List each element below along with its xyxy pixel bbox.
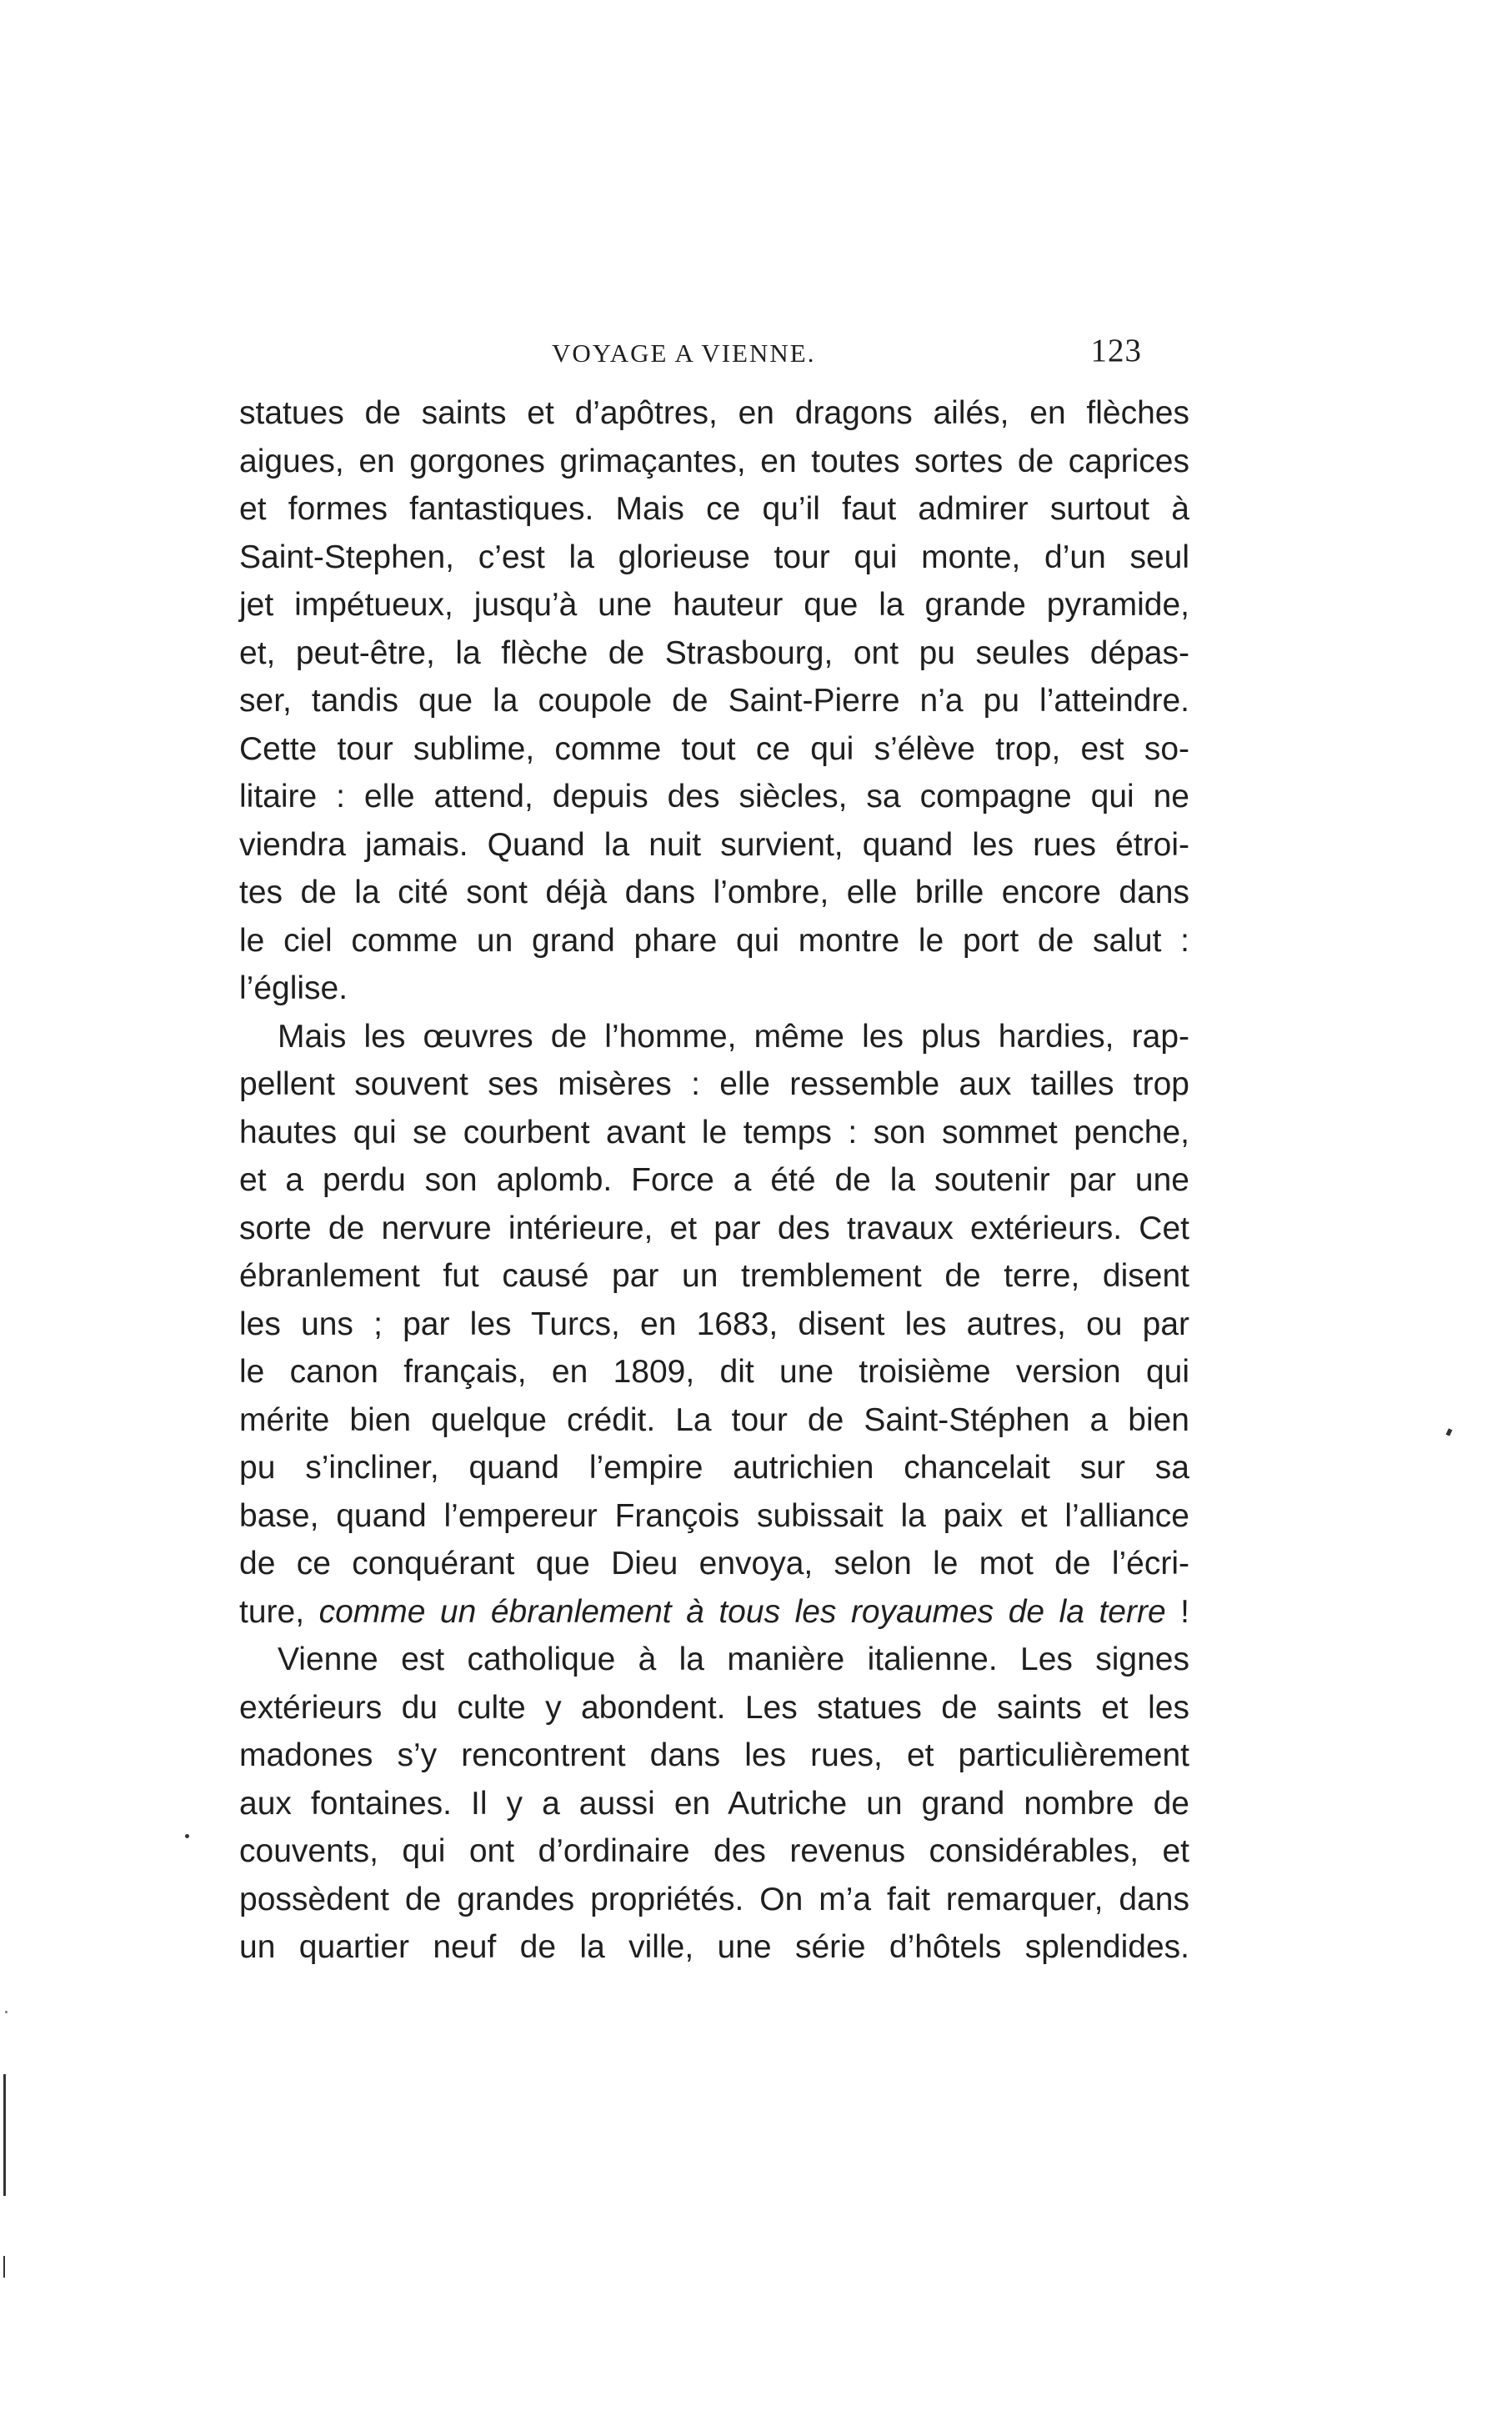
running-title: VOYAGE A VIENNE. <box>552 338 816 368</box>
text-line: Saint-Stephen, c’est la glorieuse tour qui monte, d’un seul <box>239 539 1189 575</box>
text-line: et, peut-être, la flèche de Strasbourg, ont pu seules dépas- <box>239 634 1189 671</box>
quote-suffix: ! <box>1165 1593 1190 1630</box>
text-line: litaire : elle attend, depuis des siècles, sa compagne qui ne <box>239 779 1189 815</box>
scan-edge-line <box>3 2074 6 2196</box>
text-line: statues de saints et d’apôtres, en dragons ailés, en flèches <box>239 395 1189 431</box>
scan-speck <box>5 2011 8 2013</box>
running-head <box>242 332 1175 382</box>
page-number: 123 <box>1090 333 1142 368</box>
text-line: le ciel comme un grand phare qui montre le port de salut : <box>239 922 1189 959</box>
text-line: de ce conquérant que Dieu envoya, selon le mot de l’écri- <box>239 1546 1189 1581</box>
text-line: ser, tandis que la coupole de Saint-Pierre n’a pu l’atteindre. <box>239 683 1189 719</box>
text-line: possèdent de grandes propriétés. On m’a fait remarquer, dans <box>239 1881 1189 1917</box>
paragraph-start-line: Vienne est catholique à la manière italienne. Les signes <box>278 1642 1189 1677</box>
text-line: pu s’incliner, quand l’empire autrichien chancelait sur sa <box>239 1450 1189 1486</box>
quote-italic: comme un ébranlement à tous les royaumes de la terre <box>318 1593 1166 1630</box>
text-line: madones s’y rencontrent dans les rues, et particulièrement <box>239 1737 1189 1773</box>
text-line: sorte de nervure intérieure, et par des travaux extérieurs. Cet <box>239 1210 1189 1246</box>
text-line: jet impétueux, jusqu’à une hauteur que la grande pyramide, <box>239 587 1189 623</box>
text-line: un quartier neuf de la ville, une série d’hôtels splendides. <box>239 1929 1189 1965</box>
text-line: base, quand l’empereur François subissait la paix et l’alliance <box>239 1497 1189 1534</box>
text-line: et formes fantastiques. Mais ce qu’il faut admirer surtout à <box>239 491 1189 527</box>
text-line: couvents, qui ont d’ordinaire des revenus considérables, et <box>239 1833 1189 1869</box>
italic-quote-line <box>239 1588 1189 1637</box>
text-line: mérite bien quelque crédit. La tour de Saint-Stéphen a bien <box>239 1401 1189 1438</box>
text-line: Cette tour sublime, comme tout ce qui s’élève trop, est so- <box>239 730 1189 767</box>
text-line: hautes qui se courbent avant le temps : son sommet penche, <box>239 1114 1189 1150</box>
quote-prefix: ture, <box>239 1593 319 1630</box>
margin-speck <box>185 1834 189 1838</box>
body-text <box>239 389 1189 1972</box>
text-line: extérieurs du culte y abondent. Les statues de saints et les <box>239 1689 1189 1726</box>
text-line: le canon français, en 1809, dit une troisième version qui <box>239 1354 1189 1390</box>
text-line: viendra jamais. Quand la nuit survient, quand les rues étroi- <box>239 826 1189 863</box>
text-line: aux fontaines. Il y a aussi en Autriche un grand nombre de <box>239 1785 1189 1822</box>
text-line: et a perdu son aplomb. Force a été de la soutenir par une <box>239 1162 1189 1198</box>
text-line: aigues, en gorgones grimaçantes, en toutes sortes de caprices <box>239 443 1189 479</box>
text-line: ébranlement fut causé par un tremblement de terre, disent <box>239 1258 1189 1294</box>
paragraph-start-line: Mais les œuvres de l’homme, même les plus hardies, rap- <box>278 1018 1189 1055</box>
scan-edge-line <box>3 2256 5 2278</box>
text-line: pellent souvent ses misères : elle ressemble aux tailles trop <box>239 1066 1189 1102</box>
text-line: les uns ; par les Turcs, en 1683, disent les autres, ou par <box>239 1306 1189 1342</box>
margin-speck <box>1446 1428 1453 1436</box>
text-line: tes de la cité sont déjà dans l’ombre, elle brille encore dans <box>239 875 1189 910</box>
paragraph-end-line: l’église. <box>239 970 348 1006</box>
